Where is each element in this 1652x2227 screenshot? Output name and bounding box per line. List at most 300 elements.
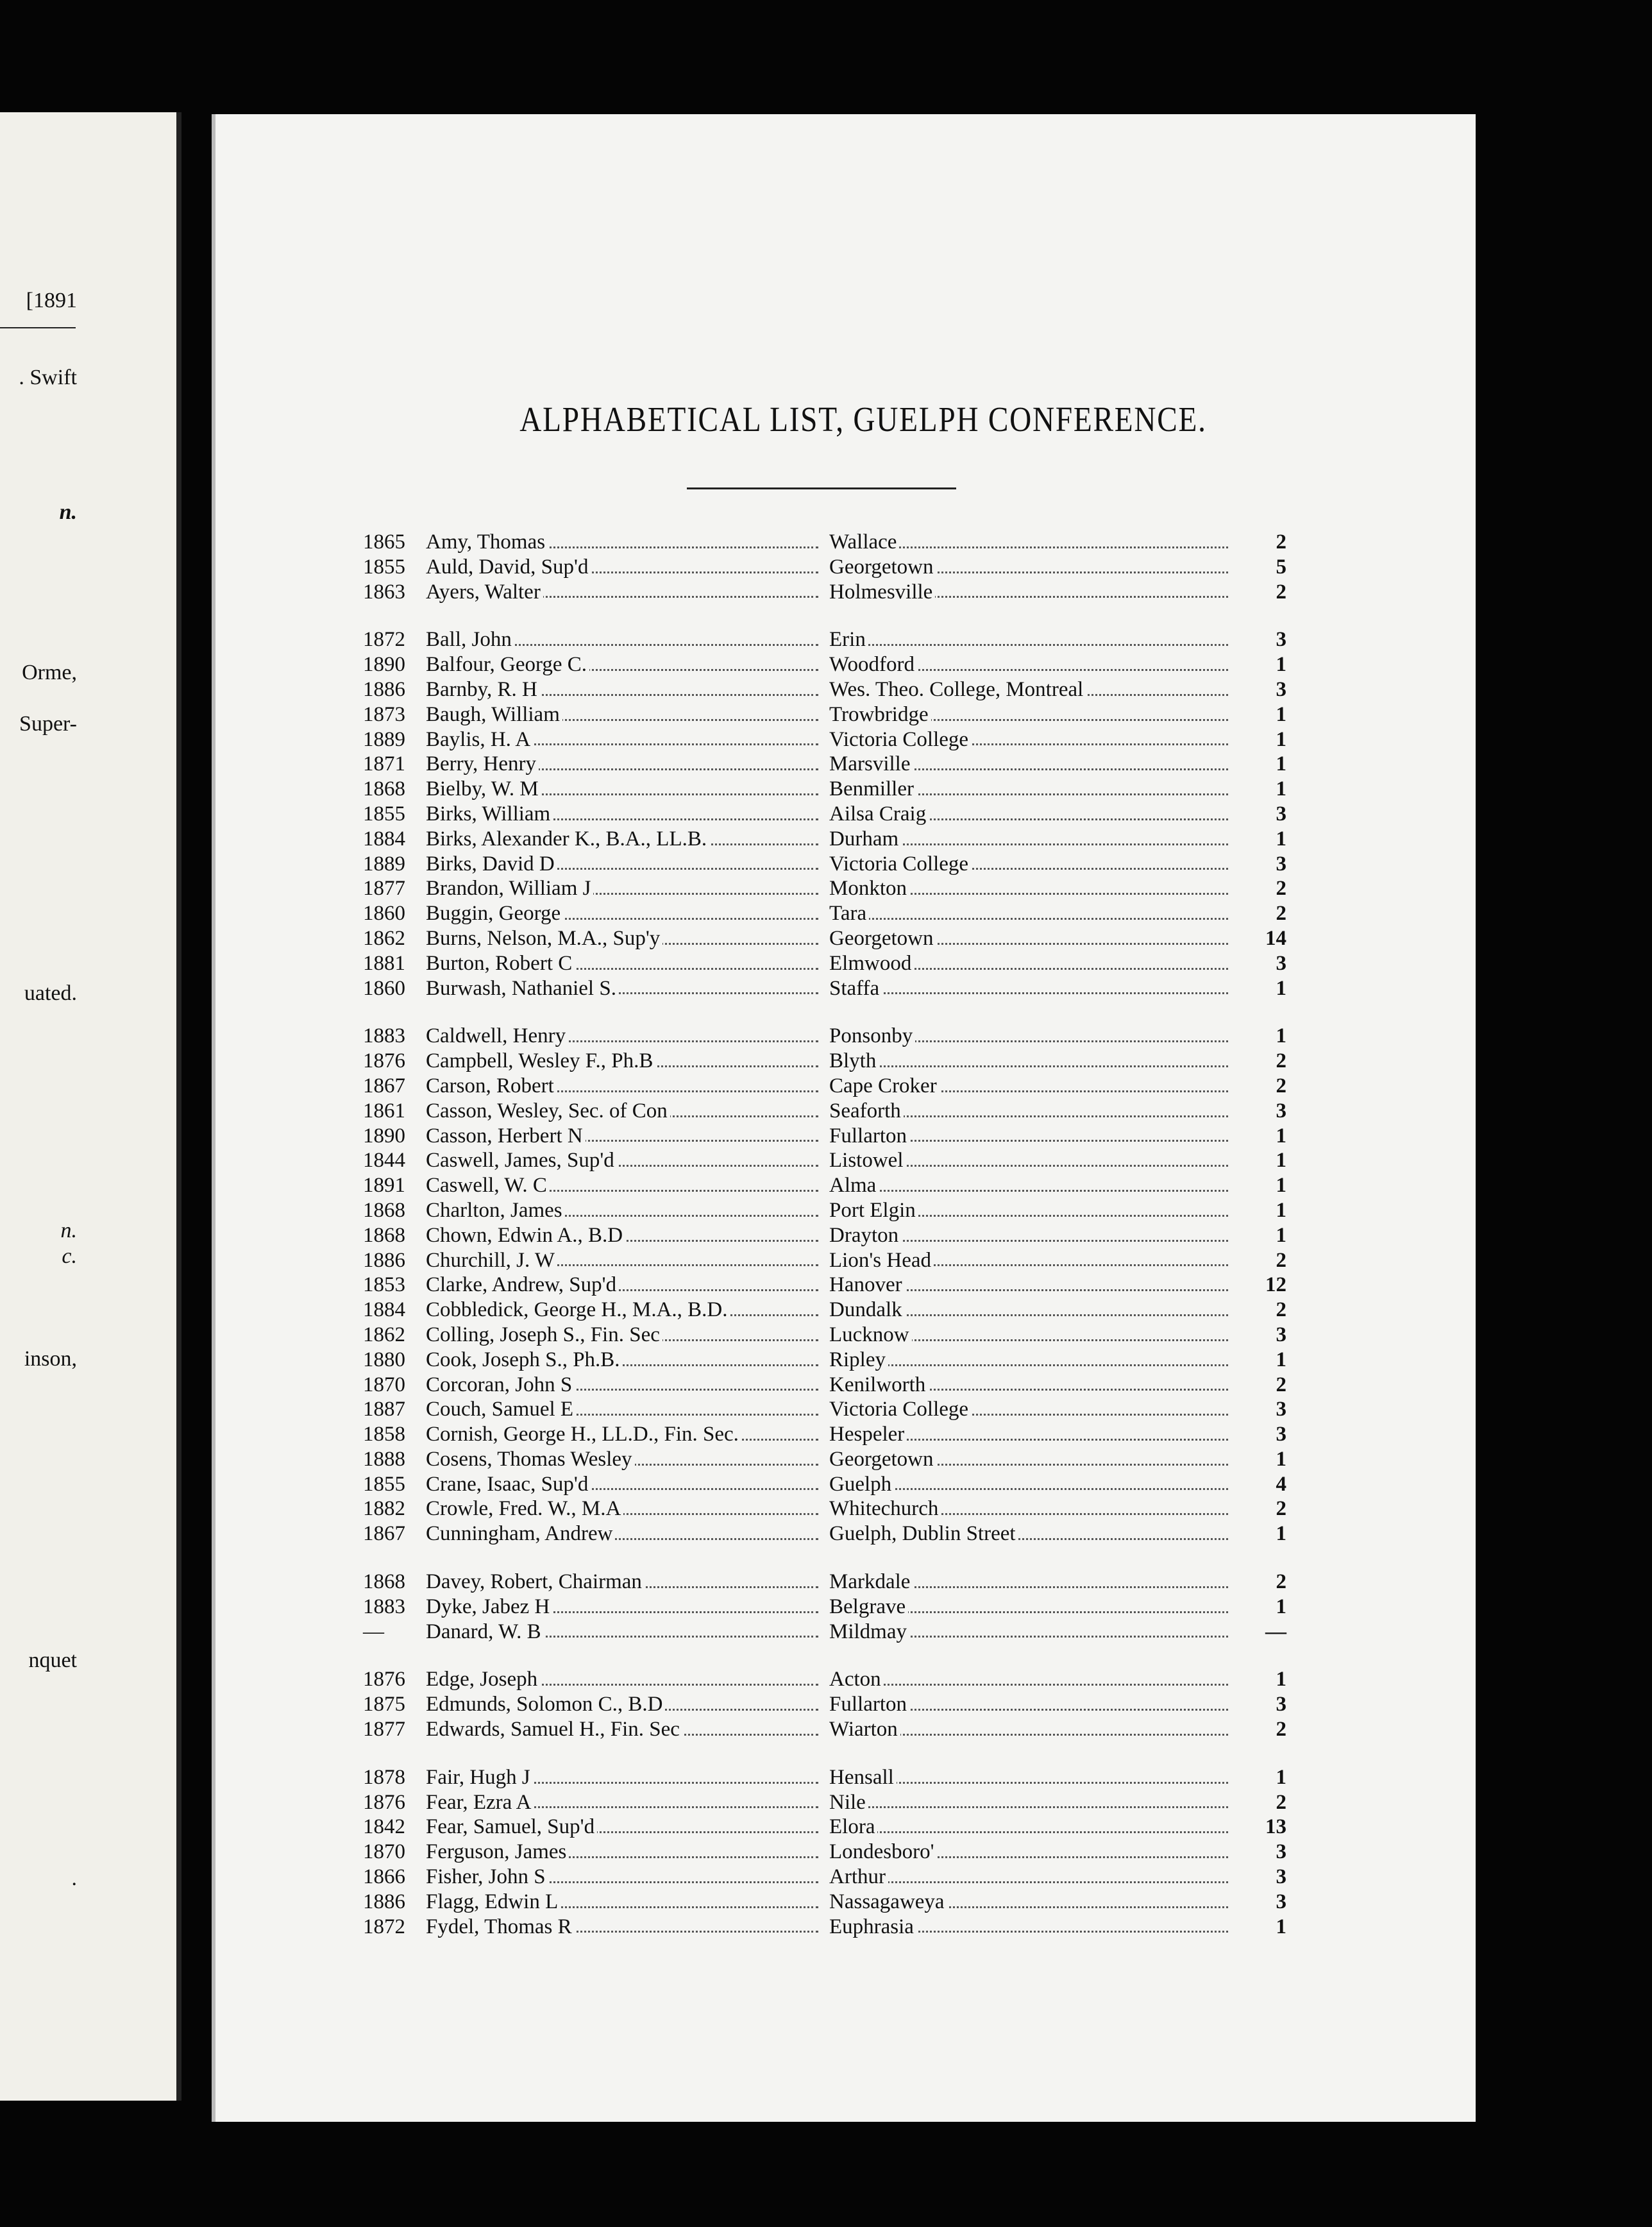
station-name [829,1765,1233,1790]
minister-name-text: Charlton, James [426,1199,565,1222]
minister-name-text: Casson, Herbert N [426,1124,586,1147]
minister-name [426,1422,823,1447]
years-count: 1 [1276,702,1286,726]
entry-year: 1855 [363,802,405,826]
station-name-text: Durham [829,827,901,851]
entry-year: 1861 [363,1099,405,1122]
entry-year: 1867 [363,1522,405,1546]
years-count: 2 [1276,1497,1286,1521]
group-spacer [363,604,1351,627]
station-name-text: Victoria College [829,1398,971,1421]
station-name-text: Woodford [829,653,917,676]
station-name [829,852,1233,877]
years-count: — [1265,1620,1286,1643]
station-name [829,1790,1233,1815]
list-row [363,1521,1351,1546]
station-name [829,1298,1233,1323]
station-name-text: Elora [829,1815,877,1838]
list-row [363,1173,1351,1198]
left-rule [0,327,76,328]
minister-name-text: Cosens, Thomas Wesley [426,1448,635,1471]
entry-year: 1868 [363,777,405,801]
station-name-text: Cape Croker [829,1074,940,1097]
years-count: 1 [1276,752,1286,776]
minister-name-text: Crane, Isaac, Sup'd [426,1473,591,1496]
minister-name [426,1198,823,1223]
leader-dots [829,1190,1228,1192]
minister-name-text: Dyke, Jabez H [426,1595,552,1618]
list-row [363,1765,1351,1790]
station-name-text: Port Elgin [829,1199,918,1222]
station-name [829,752,1233,777]
minister-name [426,1840,823,1865]
station-name-text: Drayton [829,1224,901,1247]
station-name [829,677,1233,702]
entry-year: 1868 [363,1223,405,1247]
entry-year: 1858 [363,1423,405,1446]
entry-year: 1871 [363,752,405,776]
years-count: 1 [1276,727,1286,751]
entry-year: 1878 [363,1765,405,1789]
years-count: 3 [1276,1865,1286,1889]
station-name [829,1074,1233,1099]
entry-year: 1875 [363,1693,405,1716]
entry-year: 1889 [363,727,405,751]
list-row [363,1049,1351,1074]
list-row [363,555,1351,580]
years-count: 1 [1276,1223,1286,1247]
minister-name [426,1815,823,1840]
minister-name [426,1173,823,1198]
entry-year: 1868 [363,1570,405,1594]
left-fragment: c. [62,1244,77,1268]
station-name-text: Acton [829,1668,884,1691]
leader-dots [829,1684,1228,1686]
years-count: 1 [1276,1348,1286,1371]
station-name [829,1840,1233,1865]
entry-year: — [363,1620,384,1643]
list-row [363,1890,1351,1915]
minister-name [426,1099,823,1124]
minister-name-text: Birks, Alexander K., B.A., LL.B. [426,827,709,851]
minister-name-text: Balfour, George C. [426,653,589,676]
minister-name [426,827,823,852]
station-name-text: Wes. Theo. College, Montreal [829,678,1086,701]
years-count: 1 [1276,976,1286,1000]
list-row [363,802,1351,827]
minister-name-text: Amy, Thomas [426,530,548,554]
minister-name [426,1595,823,1620]
minister-name-text: Birks, William [426,802,553,826]
entry-year: 1890 [363,653,405,677]
entry-year: 1881 [363,951,405,975]
years-count: 1 [1276,1447,1286,1471]
list-row [363,901,1351,926]
entry-year: 1862 [363,926,405,950]
years-count: 2 [1276,1298,1286,1322]
station-name [829,1348,1233,1373]
list-row [363,1223,1351,1248]
entry-year: 1883 [363,1595,405,1618]
list-row [363,1915,1351,1940]
years-count: 2 [1276,877,1286,901]
station-name-text: Georgetown [829,1448,936,1471]
station-name-text: Listowel [829,1149,906,1172]
minister-name-text: Cobbledick, George H., M.A., B.D. [426,1298,730,1321]
years-count: 4 [1276,1472,1286,1496]
list-row [363,1667,1351,1692]
station-name [829,1692,1233,1717]
entry-year: 1884 [363,1298,405,1322]
years-count: 2 [1276,1074,1286,1097]
station-name-text: Ailsa Craig [829,802,929,826]
left-fragment: inson, [24,1347,77,1371]
years-count: 2 [1276,1049,1286,1073]
station-name-text: Blyth [829,1049,879,1072]
list-row [363,702,1351,727]
station-name [829,1323,1233,1348]
list-row [363,627,1351,652]
years-count: 3 [1276,1398,1286,1421]
minister-name [426,976,823,1001]
station-name-text: Victoria College [829,728,971,751]
entry-year: 1844 [363,1149,405,1173]
minister-name-text: Edwards, Samuel H., Fin. Sec [426,1718,682,1741]
station-name-text: Hensall [829,1766,897,1789]
minister-name [426,702,823,727]
minister-name [426,1717,823,1742]
list-row [363,876,1351,901]
entry-year: 1886 [363,1890,405,1913]
list-row [363,1865,1351,1890]
list-row [363,827,1351,852]
minister-name-text: Corcoran, John S [426,1373,575,1396]
minister-name [426,752,823,777]
minister-name [426,1273,823,1298]
minister-name-text: Cunningham, Andrew [426,1522,615,1545]
station-name-text: Mildmay [829,1620,909,1643]
list-row [363,1373,1351,1398]
years-count: 2 [1276,902,1286,926]
list-row [363,1024,1351,1049]
entry-year: 1887 [363,1398,405,1421]
minister-name [426,727,823,752]
minister-name-text: Fisher, John S [426,1865,548,1888]
station-name-text: Fullarton [829,1124,909,1147]
minister-name [426,1692,823,1717]
left-fragment: n. [60,1219,77,1242]
list-row [363,1595,1351,1620]
minister-name-text: Couch, Samuel E [426,1398,576,1421]
list-row [363,530,1351,555]
list-row [363,1074,1351,1099]
minister-name [426,530,823,555]
list-row [363,1348,1351,1373]
minister-name [426,1915,823,1940]
list-row [363,1840,1351,1865]
entry-year: 1868 [363,1198,405,1222]
minister-name [426,1521,823,1546]
years-count: 3 [1276,1099,1286,1122]
entry-year: 1865 [363,530,405,554]
years-count: 1 [1276,1765,1286,1789]
station-name-text: Wallace [829,530,899,554]
station-name-text: Trowbridge [829,703,931,726]
minister-name [426,1472,823,1497]
minister-name [426,901,823,926]
minister-name-text: Burton, Robert C [426,952,575,975]
list-row [363,1298,1351,1323]
leader-dots [829,1831,1228,1833]
left-fragment: [1891 [26,289,77,312]
minister-name-text: Crowle, Fred. W., M.A [426,1497,623,1520]
minister-name [426,555,823,580]
station-name [829,1422,1233,1447]
list-row [363,727,1351,752]
station-name-text: Hanover [829,1273,905,1296]
title-rule [687,487,956,489]
years-count: 3 [1276,852,1286,876]
station-name-text: Victoria College [829,852,971,876]
entry-year: 1884 [363,827,405,851]
list-row [363,677,1351,702]
years-count: 2 [1276,1570,1286,1594]
minister-name-text: Fair, Hugh J [426,1766,533,1789]
minister-name [426,1223,823,1248]
station-name-text: Euphrasia [829,1915,916,1938]
years-count: 1 [1276,1522,1286,1546]
list-row [363,1447,1351,1472]
minister-name [426,1298,823,1323]
list-row [363,1496,1351,1521]
station-name [829,1865,1233,1890]
years-count: 3 [1276,802,1286,826]
entry-year: 1855 [363,555,405,579]
minister-name [426,1024,823,1049]
minister-name [426,951,823,976]
minister-name-text: Cook, Joseph S., Ph.B. [426,1348,623,1371]
list-row [363,951,1351,976]
entry-year: 1870 [363,1840,405,1864]
minister-name [426,1667,823,1692]
station-name-text: Lion's Head [829,1249,934,1272]
years-count: 14 [1265,926,1286,950]
years-count: 3 [1276,951,1286,975]
list-row [363,852,1351,877]
years-count: 1 [1276,1024,1286,1048]
minister-name-text: Ball, John [426,628,514,651]
station-name-text: Erin [829,628,868,651]
leader-dots [829,644,1228,646]
minister-name [426,777,823,802]
entry-year: 1860 [363,976,405,1000]
entry-year: 1883 [363,1024,405,1048]
station-name-text: Hespeler [829,1423,907,1446]
station-name-text: Nassagaweya [829,1890,947,1913]
left-page-fragment [0,112,181,2101]
minister-name [426,876,823,901]
page [212,114,1476,2122]
station-name [829,580,1233,605]
station-name [829,1148,1233,1173]
station-name [829,1198,1233,1223]
minister-name-text: Chown, Edwin A., B.D [426,1224,625,1247]
years-count: 1 [1276,1915,1286,1938]
minister-name-text: Fear, Samuel, Sup'd [426,1815,597,1838]
station-name-text: Fullarton [829,1693,909,1716]
station-name [829,926,1233,951]
minister-name [426,1397,823,1422]
station-name-text: Belgrave [829,1595,908,1618]
station-name [829,1373,1233,1398]
station-name-text: Londesboro' [829,1840,937,1863]
years-count: 1 [1276,827,1286,851]
minister-name [426,580,823,605]
left-fragment: Orme, [22,661,77,684]
station-name-text: Wiarton [829,1718,900,1741]
minister-name [426,802,823,827]
station-name [829,652,1233,677]
station-name [829,976,1233,1001]
list-row [363,652,1351,677]
list-row [363,1148,1351,1173]
list-row [363,1790,1351,1815]
station-name [829,1815,1233,1840]
station-name [829,876,1233,901]
minister-name-text: Caswell, W. C [426,1174,550,1197]
minister-name-text: Barnby, R. H [426,678,540,701]
minister-name-text: Caswell, James, Sup'd [426,1149,617,1172]
station-name [829,1667,1233,1692]
leader-dots [829,1065,1228,1067]
minister-name-text: Brandon, William J [426,877,593,900]
years-count: 3 [1276,677,1286,701]
years-count: 2 [1276,1790,1286,1814]
leader-dots [829,1806,1228,1808]
station-name [829,951,1233,976]
years-count: 3 [1276,1323,1286,1346]
station-name [829,802,1233,827]
station-name-text: Dundalk [829,1298,905,1321]
station-name [829,530,1233,555]
minister-name [426,1148,823,1173]
leader-dots [829,992,1228,994]
station-name-text: Marsville [829,752,913,775]
list-row [363,1273,1351,1298]
minister-name-text: Birks, David D [426,852,557,876]
leader-dots [829,1881,1228,1883]
station-name-text: Staffa [829,977,882,1000]
leader-dots [829,918,1228,920]
list-row [363,926,1351,951]
list-row [363,1815,1351,1840]
minister-name-text: Ayers, Walter [426,580,543,604]
minister-name-text: Fydel, Thomas R [426,1915,575,1938]
entry-year: 1867 [363,1074,405,1097]
station-name-text: Georgetown [829,555,936,579]
left-fragment: Super- [19,712,77,736]
minister-name [426,1496,823,1521]
station-name-text: Guelph, Dublin Street [829,1522,1018,1545]
station-name [829,1717,1233,1742]
minister-name [426,1373,823,1398]
minister-name-text: Colling, Joseph S., Fin. Sec [426,1323,662,1346]
station-name [829,1570,1233,1595]
entry-year: 1872 [363,628,405,652]
list-row [363,1248,1351,1273]
minister-name [426,1248,823,1273]
years-count: 2 [1276,530,1286,554]
minister-name [426,1074,823,1099]
minister-name [426,1049,823,1074]
list-row [363,1692,1351,1717]
station-name [829,1472,1233,1497]
station-name [829,727,1233,752]
list-row [363,1099,1351,1124]
minister-name-text: Fear, Ezra A [426,1791,534,1814]
minister-name-text: Flagg, Edwin L [426,1890,560,1913]
list-row [363,1397,1351,1422]
list-row [363,1472,1351,1497]
station-name [829,1521,1233,1546]
station-name [829,1273,1233,1298]
years-count: 2 [1276,1248,1286,1272]
entry-year: 1876 [363,1790,405,1814]
minister-name-text: Baylis, H. A [426,728,533,751]
list-row [363,976,1351,1001]
minister-name-text: Cornish, George H., LL.D., Fin. Sec. [426,1423,741,1446]
station-name-text: Georgetown [829,927,936,950]
station-name [829,1620,1233,1645]
station-name-text: Kenilworth [829,1373,928,1396]
entry-year: 1877 [363,1718,405,1741]
minister-name [426,1890,823,1915]
minister-name-text: Edmunds, Solomon C., B.D [426,1693,665,1716]
station-name-text: Tara [829,902,869,925]
years-count: 2 [1276,1718,1286,1741]
entry-year: 1882 [363,1497,405,1521]
entry-year: 1886 [363,1248,405,1272]
minister-name [426,627,823,652]
station-name-text: Guelph [829,1473,894,1496]
station-name [829,1173,1233,1198]
minister-name-text: Carson, Robert [426,1074,557,1097]
left-fragment: n. [59,500,77,524]
list-row [363,1323,1351,1348]
years-count: 1 [1276,1149,1286,1173]
station-name [829,1890,1233,1915]
entry-year: 1870 [363,1373,405,1396]
list-row [363,580,1351,605]
minister-name [426,652,823,677]
entry-year: 1853 [363,1273,405,1297]
left-fragment: uated. [24,981,77,1005]
entry-year: 1877 [363,877,405,901]
entry-year: 1873 [363,702,405,726]
years-count: 3 [1276,1890,1286,1913]
station-name-text: Alma [829,1174,879,1197]
minister-name-text: Auld, David, Sup'd [426,555,591,579]
station-name [829,1447,1233,1472]
entry-year: 1886 [363,677,405,701]
station-name [829,1915,1233,1940]
list-row [363,1570,1351,1595]
list-row [363,1422,1351,1447]
group-spacer [363,1644,1351,1667]
station-name [829,1223,1233,1248]
station-name-text: Ponsonby [829,1024,915,1047]
station-name [829,1248,1233,1273]
